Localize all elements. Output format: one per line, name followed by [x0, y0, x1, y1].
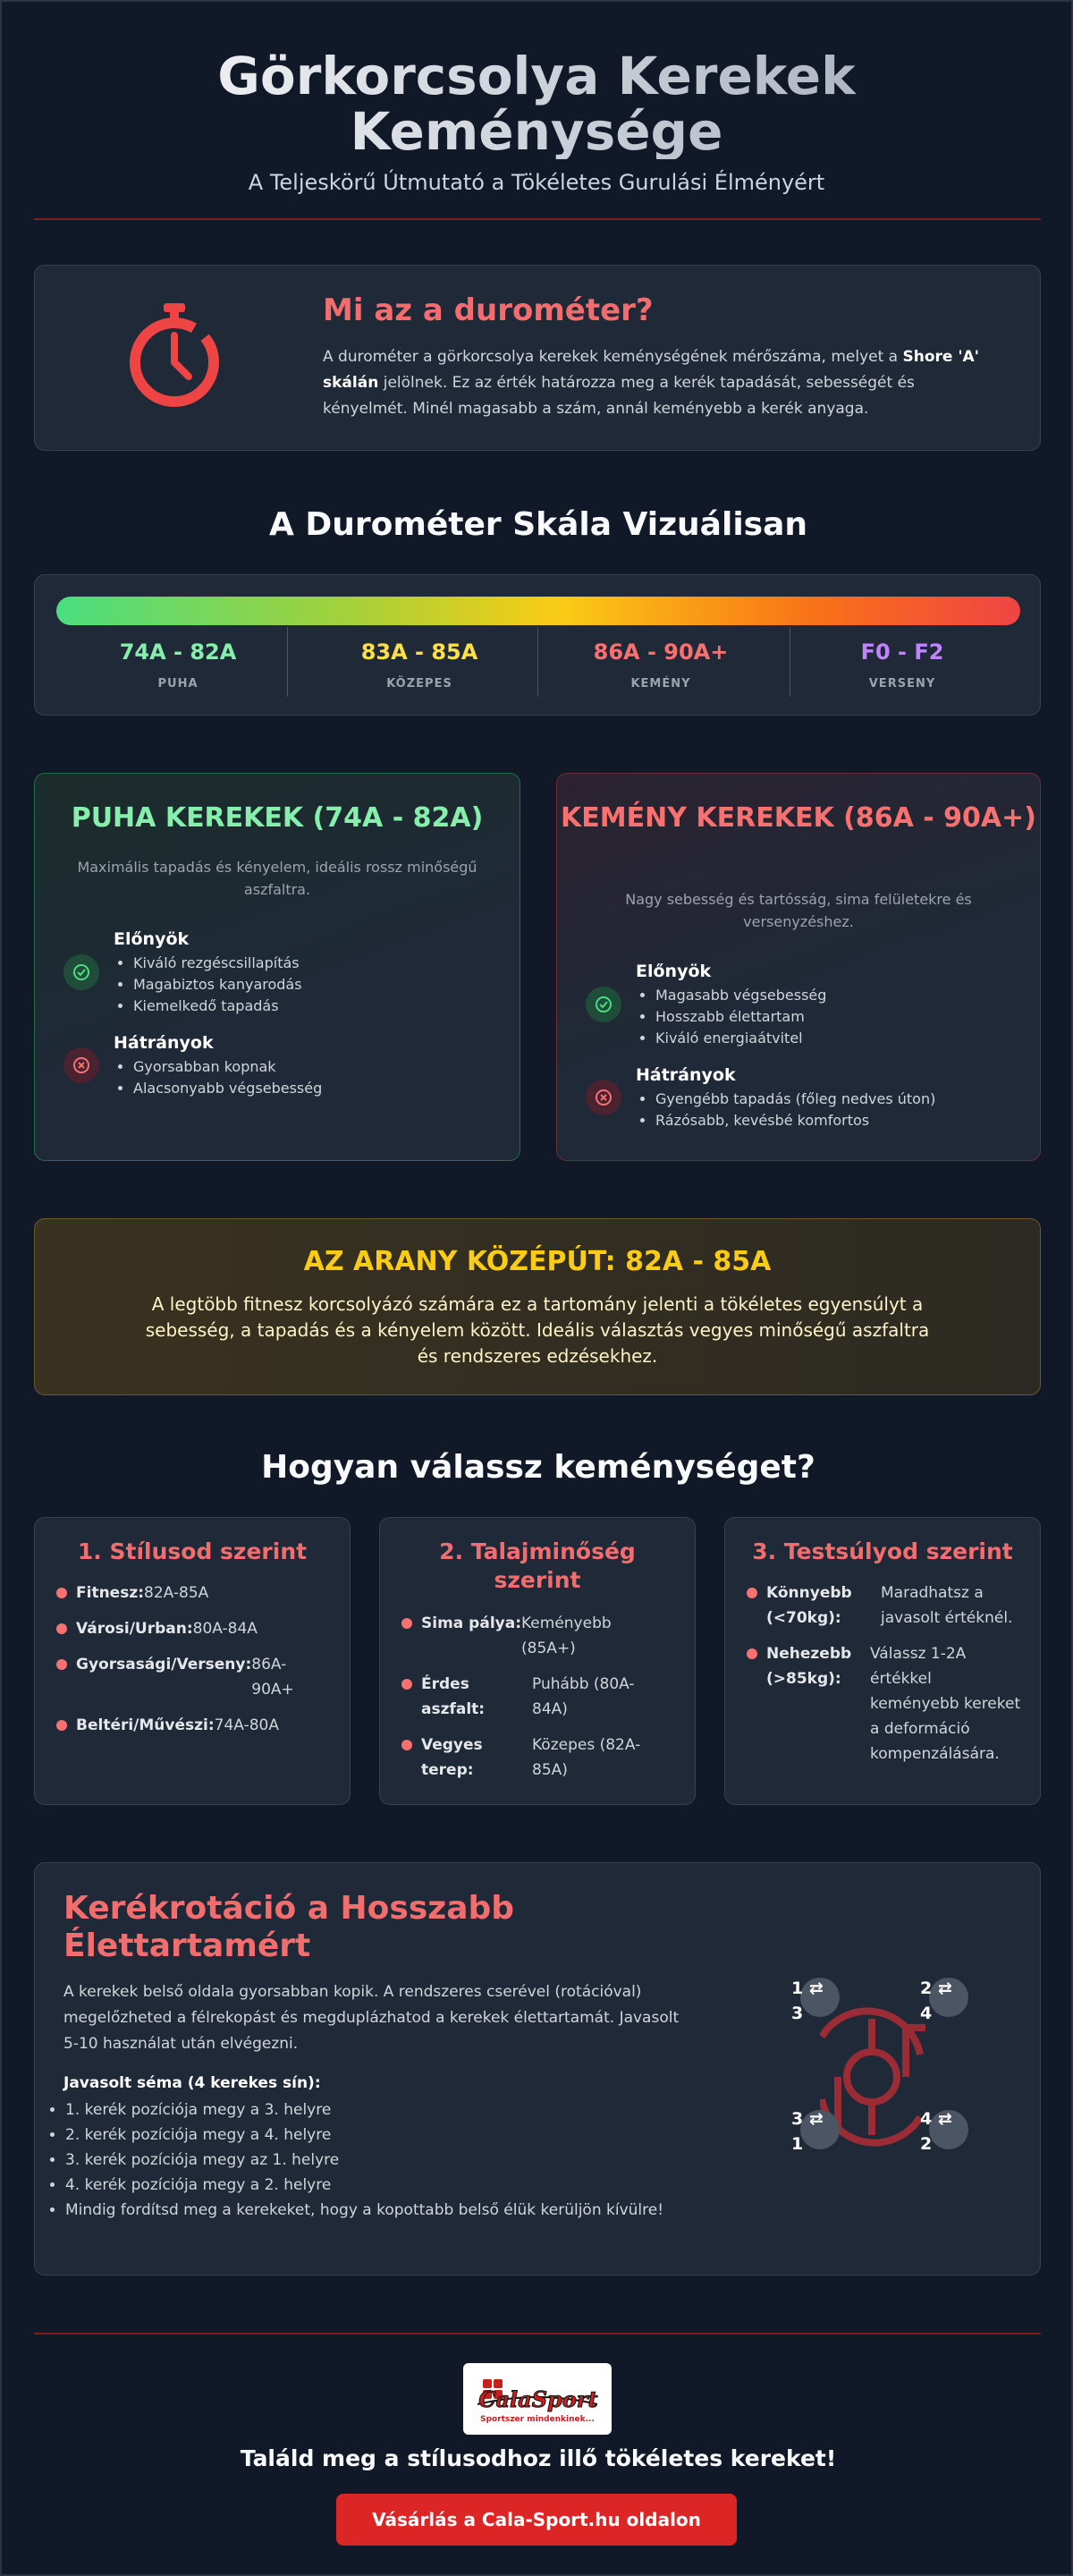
hard-wheels-card — [556, 773, 1041, 1161]
choose-card-style — [34, 1517, 351, 1805]
list-item: • 2. kerék pozíciója megy a 4. helyre — [65, 2123, 709, 2148]
list-item: • Magasabb végsebesség — [655, 985, 826, 1006]
soft-wheels-title: PUHA KEREKEK (74A - 82A) — [71, 802, 484, 834]
choose-card-title: 1. Stílusod szerint — [77, 1538, 308, 1564]
list-item: Nehezebb (>85kg): Válassz 1-2A értékkel keményebb kereket a deformáció kompenzálására. — [747, 1641, 1024, 1767]
list-item: • Kiváló energiaátvitel — [655, 1028, 826, 1049]
stopwatch-icon — [128, 301, 221, 412]
choose-card-title: 2. Talajminőség szerint — [439, 1538, 636, 1593]
intro-text: A durométer a görkorcsolya kerekek keménységének mérőszáma, melyet a Shore 'A' skálán jelölnek. Ez az érték határozza meg a kerék tapadását, sebességét és kényelmét. Minél magasabb a szám, annál keményebb a kerék anyaga. — [323, 348, 979, 418]
list-item: • Gyengébb tapadás (főleg nedves úton) — [655, 1089, 935, 1110]
list-item: Könnyebb (<70kg): Maradhatsz a javasolt értéknél. — [747, 1580, 1024, 1631]
scale-segment-soft: 74A - 82A PUHA — [119, 640, 237, 691]
scale-section-title: A Durométer Skála Vizuálisan — [268, 506, 808, 543]
cons-list — [114, 1056, 322, 1099]
durometer-intro-card — [34, 265, 1041, 451]
scale-segment-hard: 86A - 90A+ KEMÉNY — [593, 640, 729, 691]
list-item: • Hosszabb élettartam — [655, 1006, 826, 1028]
cons-list — [636, 1089, 935, 1131]
list-item: • Gyorsabban kopnak — [133, 1056, 322, 1078]
header — [2, 2, 1071, 195]
pros-list — [114, 953, 302, 1017]
golden-text: A legtöbb fitnesz korcsolyázó számára ez a tartomány jelenti a tökéletes egyensúlyt a sebesség, a tapadás és a kényelem között. Ideális választás vegyes minőségű aszfaltra és rendszeres edzésekhez. — [145, 1293, 930, 1367]
list-item: • Mindig fordítsd meg a kerekeket, hogy a kopottabb belső élük kerüljön kívülre! — [65, 2198, 709, 2223]
pros-heading: Előnyök — [636, 962, 712, 981]
pros-heading: Előnyök — [114, 929, 190, 949]
wheel-label: 4 ⇄ 2 — [920, 2109, 952, 2154]
divider — [34, 218, 1041, 220]
list-item: Sima pálya: Keményebb (85A+) — [401, 1611, 679, 1661]
choose-card-surface — [379, 1517, 696, 1805]
list-item: Érdes aszfalt: Puhább (80A-84A) — [401, 1672, 679, 1722]
hardness-gradient-bar — [56, 597, 1020, 625]
soft-wheels-desc: Maximális tapadás és kényelem, ideális rossz minőségű aszfaltra. — [77, 859, 477, 898]
choose-section-title: Hogyan válassz keménységet? — [261, 1449, 815, 1486]
golden-middle-card — [34, 1218, 1041, 1395]
hard-wheels-title: KEMÉNY KEREKEK (86A - 90A+) — [561, 802, 1036, 834]
list-item: Fitnesz: 82A-85A — [56, 1580, 334, 1606]
rotation-text: A kerekek belső oldala gyorsabban kopik. A rendszeres cserével (rotációval) megelőzheted a félrekopást és megduplázhatod a kerekek élettartamát. Javasolt 5-10 használat után elvégezni. — [63, 1983, 680, 2053]
wheel-label: 2 ⇄ 4 — [920, 1979, 952, 2023]
list-item: • 4. kerék pozíciója megy a 2. helyre — [65, 2173, 709, 2198]
wheel-label: 1 ⇄ 3 — [791, 1979, 824, 2023]
pros-list — [636, 985, 826, 1049]
durometer-scale-card — [34, 574, 1041, 716]
hard-wheels-desc: Nagy sebesség és tartósság, sima felületekre és versenyzéshez. — [625, 891, 972, 930]
wheel-label: 3 ⇄ 1 — [791, 2109, 824, 2154]
rotation-scheme-title: Javasolt séma (4 kerekes sín): — [63, 2074, 321, 2092]
list-item: • Rázósabb, kevésbé komfortos — [655, 1110, 935, 1131]
list-item: • Alacsonyabb végsebesség — [133, 1078, 322, 1099]
cala-sport-logo[interactable] — [463, 2363, 612, 2435]
choose-card-weight — [724, 1517, 1041, 1805]
golden-title: AZ ARANY KÖZÉPÚT: 82A - 85A — [303, 1246, 772, 1277]
scale-segment-medium: 83A - 85A KÖZEPES — [360, 640, 478, 691]
soft-wheels-card — [34, 773, 520, 1161]
list-item: • Magabiztos kanyarodás — [133, 974, 302, 996]
scale-segment-race: F0 - F2 VERSENY — [860, 640, 944, 691]
x-circle-icon — [586, 1080, 621, 1115]
choose-card-title: 3. Testsúlyod szerint — [752, 1538, 1013, 1564]
divider — [34, 2333, 1041, 2334]
page-subtitle: A Teljeskörű Útmutató a Tökéletes Gurulási Élményért — [248, 170, 825, 195]
list-item: • Kiemelkedő tapadás — [133, 996, 302, 1017]
page-title: Görkorcsolya Kerekek Keménysége — [134, 48, 939, 159]
cons-heading: Hátrányok — [636, 1065, 736, 1085]
list-item: • Kiváló rezgéscsillapítás — [133, 953, 302, 974]
cta-text: Találd meg a stílusodhoz illő tökéletes kereket! — [240, 2445, 837, 2471]
list-item: Városi/Urban: 80A-84A — [56, 1616, 334, 1641]
rotation-card — [34, 1862, 1041, 2275]
check-icon — [586, 987, 621, 1022]
logo-tagline: Sportszer mindenkinek... — [480, 2415, 595, 2424]
rotation-steps — [47, 2097, 709, 2223]
check-icon — [63, 954, 99, 990]
scale-divider — [287, 627, 288, 697]
x-circle-icon — [63, 1047, 99, 1083]
list-item: Gyorsasági/Verseny: 86A-90A+ — [56, 1652, 334, 1702]
cons-heading: Hátrányok — [114, 1033, 214, 1053]
list-item: • 1. kerék pozíciója megy a 3. helyre — [65, 2097, 709, 2123]
list-item: Beltéri/Művészi: 74A-80A — [56, 1713, 334, 1738]
shop-button[interactable]: Vásárlás a Cala-Sport.hu oldalon — [336, 2494, 737, 2546]
intro-title: Mi az a durométer? — [323, 292, 654, 328]
rotation-title: Kerékrotáció a Hosszabb Élettartamért — [63, 1890, 515, 1964]
logo-text: CalaSport — [478, 2386, 598, 2412]
list-item: • 3. kerék pozíciója megy az 1. helyre — [65, 2148, 709, 2173]
rotation-diagram — [768, 1976, 965, 2182]
list-item: Vegyes terep: Közepes (82A-85A) — [401, 1733, 679, 1783]
